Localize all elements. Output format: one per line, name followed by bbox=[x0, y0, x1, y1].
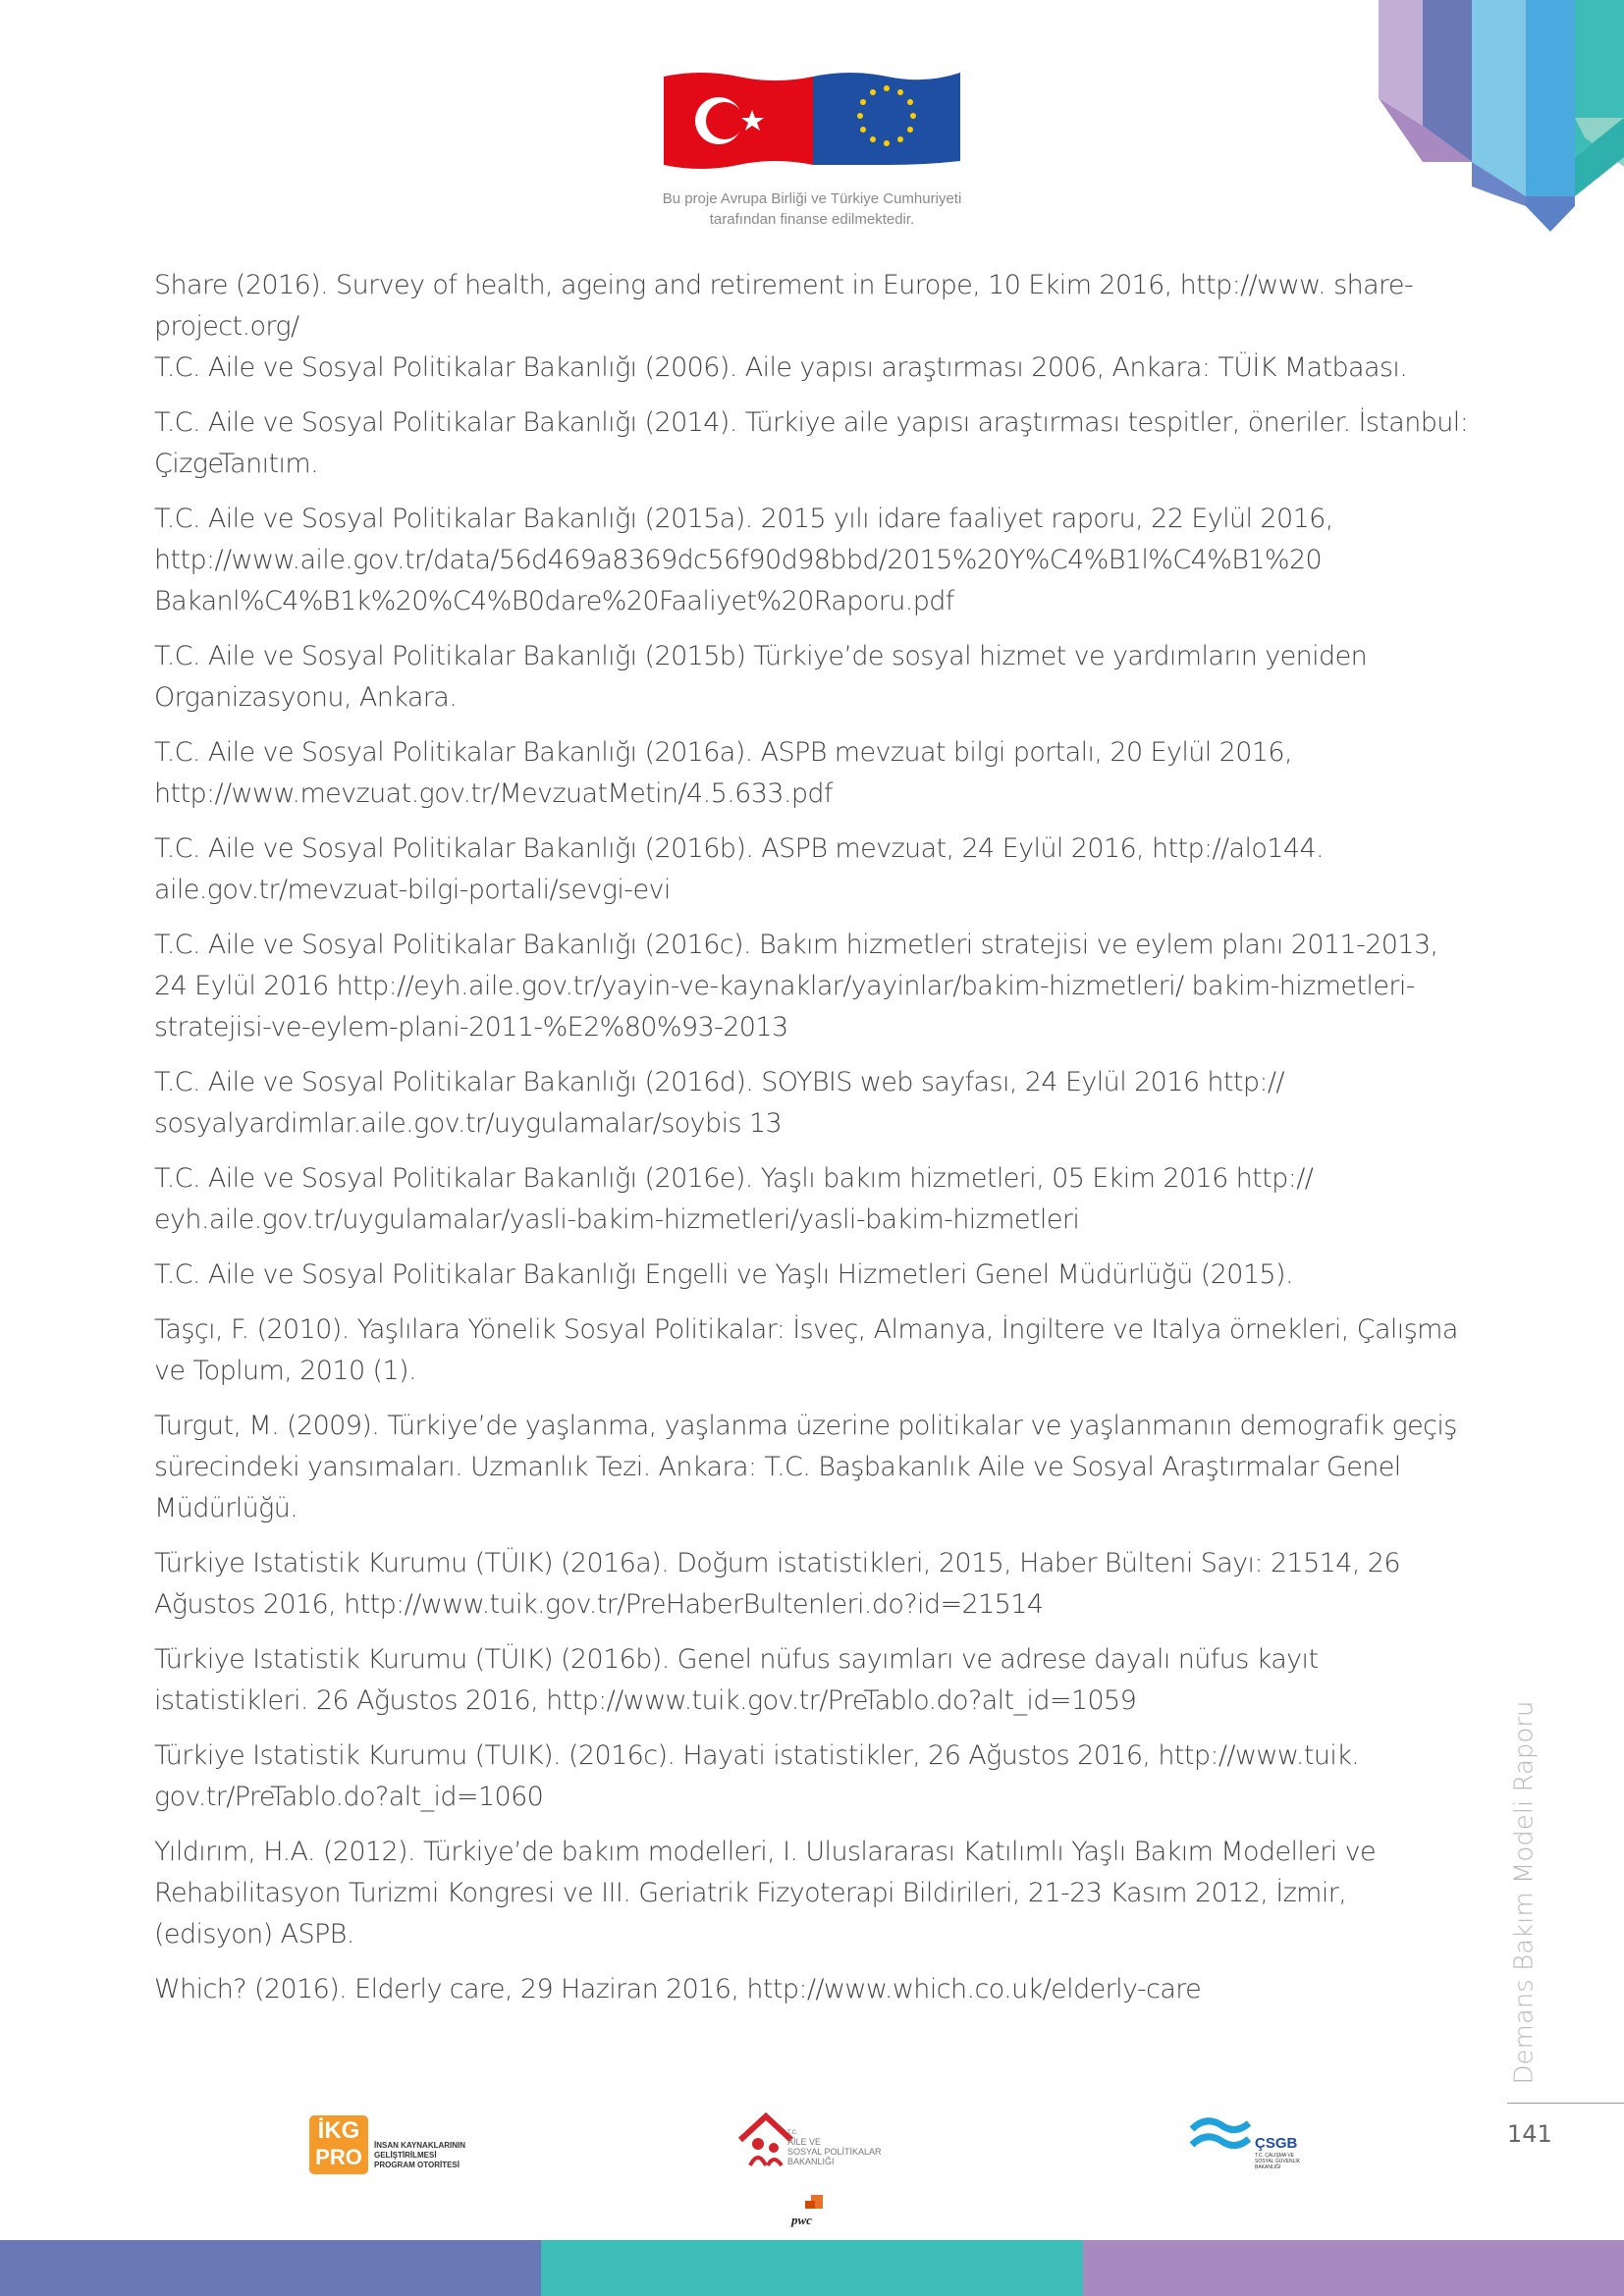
reference-item: Türkiye Istatistik Kurumu (TÜIK) (2016b). Genel nüfus sayımları ve adrese dayalı nüfus kayıt istatistikleri. 26 Ağustos 2016, http://www.tuik.gov.tr/PreTablo.do?alt_id=1059 bbox=[154, 1644, 1319, 1716]
ikg-text bbox=[374, 2141, 465, 2170]
reference-item: Türkiye Istatistik Kurumu (TUIK). (2016c). Hayati istatistikler, 26 Ağustos 2016, http://www.tuik. gov.tr/PreTablo.do?alt_id=1060 bbox=[154, 1740, 1360, 1812]
ikg-text-line2: GELİŞTİRİLMESİ bbox=[374, 2151, 437, 2160]
pwc-logo bbox=[789, 2195, 829, 2230]
ikg-pro-logo bbox=[309, 2115, 476, 2174]
footer-color-bar bbox=[0, 2240, 1624, 2296]
reference-item: T.C. Aile ve Sosyal Politikalar Bakanlığı (2006). Aile yapısı araştırması 2006, Ankara: TÜİK Matbaası. bbox=[154, 352, 1408, 383]
csgb-subtext-line2: SOSYAL GÜVENLİK bbox=[1255, 2159, 1301, 2164]
reference-item: T.C. Aile ve Sosyal Politikalar Bakanlığı (2016e). Yaşlı bakım hizmetleri, 05 Ekim 2016 http:// eyh.aile.gov.tr/uygulamalar/yasli-bakim-hizmetleri/yasli-bakim-hizmetleri bbox=[154, 1163, 1314, 1235]
turkey-eu-flags-logo bbox=[662, 67, 962, 173]
reference-item: T.C. Aile ve Sosyal Politikalar Bakanlığı (2014). Türkiye aile yapısı araştırması tespitler, öneriler. İstanbul: ÇizgeTanıtım. bbox=[154, 407, 1469, 479]
footer-bar-blue bbox=[0, 2240, 541, 2296]
reference-item: T.C. Aile ve Sosyal Politikalar Bakanlığı (2015b) Türkiye’de sosyal hizmet ve yardımların yeniden Organizasyonu, Ankara. bbox=[154, 641, 1368, 713]
aile-house-icon bbox=[736, 2110, 795, 2169]
ikg-badge-line2: PRO bbox=[315, 2145, 362, 2169]
pwc-text: pwc bbox=[791, 2213, 812, 2227]
reference-item: Türkiye Istatistik Kurumu (TÜIK) (2016a). Doğum istatistikleri, 2015, Haber Bülteni Sayı: 21514, 26 Ağustos 2016, http://www.tuik.gov.tr/PreHaberBultenleri.do?id=21514 bbox=[154, 1548, 1400, 1620]
funding-note-line1: Bu proje Avrupa Birliği ve Türkiye Cumhuriyeti bbox=[662, 190, 962, 207]
csgb-subtext-line1: T.C. ÇALIŞMA VE bbox=[1255, 2153, 1295, 2159]
aile-text-line2: SOSYAL POLİTİKALAR bbox=[787, 2147, 882, 2157]
reference-item: T.C. Aile ve Sosyal Politikalar Bakanlığı (2015a). 2015 yılı idare faaliyet raporu, 22 Eylül 2016, http://www.aile.gov.tr/data/56d469a8369dc56f90d98bbd/2015%20Y%C4%B1l%C4%B1%20 Bakanl%C4%B1k%20%C4%B0dare%20Faaliyet%20Raporu.pdf bbox=[154, 504, 1333, 616]
report-title-vertical bbox=[1507, 1700, 1541, 2084]
funding-note bbox=[609, 188, 1015, 230]
aile-text-line1: AİLE VE bbox=[787, 2137, 822, 2147]
reference-item: Taşçı, F. (2010). Yaşlılara Yönelik Sosyal Politikalar: İsveç, Almanya, İngiltere ve Italya örnekleri, Çalışma ve Toplum, 2010 (1). bbox=[154, 1314, 1458, 1386]
footer-bar-teal bbox=[541, 2240, 1082, 2296]
footer-bar-purple bbox=[1083, 2240, 1624, 2296]
ikg-text-line1: İNSAN KAYNAKLARININ bbox=[374, 2141, 466, 2150]
ikg-text-line3: PROGRAM OTORİTESİ bbox=[374, 2161, 460, 2169]
csgb-text: ÇSGB bbox=[1255, 2135, 1298, 2152]
reference-item: Which? (2016). Elderly care, 29 Haziran 2016, http://www.which.co.uk/elderly-care bbox=[154, 1974, 1202, 2004]
reference-item: Share (2016). Survey of health, ageing and retirement in Europe, 10 Ekim 2016, http://www. share-project.org/ bbox=[154, 270, 1414, 342]
aile-text-line3: BAKANLIĞI bbox=[787, 2157, 835, 2166]
reference-item: Turgut, M. (2009). Türkiye’de yaşlanma, yaşlanma üzerine politikalar ve yaşlanmanın demografik geçiş sürecindeki yansımaları. Uzmanlık Tezi. Ankara: T.C. Başbakanlık Aile ve Sosyal Araştırmalar Genel Müdürlüğü. bbox=[154, 1411, 1457, 1523]
side-divider bbox=[1507, 2103, 1624, 2104]
reference-item: T.C. Aile ve Sosyal Politikalar Bakanlığı (2016a). ASPB mevzuat bilgi portalı, 20 Eylül 2016, http://www.mevzuat.gov.tr/MevzuatMetin/4.5.633.pdf bbox=[154, 737, 1292, 809]
reference-list bbox=[154, 265, 1470, 2024]
page-number: 141 bbox=[1507, 2120, 1552, 2148]
ikg-badge bbox=[309, 2115, 368, 2174]
reference-item: T.C. Aile ve Sosyal Politikalar Bakanlığı Engelli ve Yaşlı Hizmetleri Genel Müdürlüğü (2015). bbox=[154, 1259, 1293, 1290]
csgb-logo bbox=[1188, 2115, 1326, 2174]
pwc-mark-accent bbox=[805, 2201, 815, 2209]
aile-text bbox=[787, 2130, 882, 2166]
aile-text-tc: T.C. bbox=[787, 2130, 798, 2136]
reference-item: T.C. Aile ve Sosyal Politikalar Bakanlığı (2016c). Bakım hizmetleri stratejisi ve eylem planı 2011-2013, 24 Eylül 2016 http://eyh.aile.gov.tr/yayin-ve-kaynaklar/yayinlar/bakim-hizmetleri/ bakim-hizmetleri-stratejisi-ve-eylem-plani-2011-%E2%80%93-2013 bbox=[154, 930, 1438, 1042]
report-title: Demans Bakım Modeli Raporu bbox=[1509, 1700, 1540, 2084]
csgb-subtext bbox=[1255, 2153, 1300, 2170]
corner-decoration bbox=[1379, 0, 1624, 236]
reference-item: T.C. Aile ve Sosyal Politikalar Bakanlığı (2016b). ASPB mevzuat, 24 Eylül 2016, http://alo144. aile.gov.tr/mevzuat-bilgi-portali/sevgi-evi bbox=[154, 833, 1325, 905]
ikg-badge-line1: İKG bbox=[317, 2117, 360, 2144]
aile-sosyal-logo bbox=[736, 2110, 893, 2179]
csgb-subtext-line3: BAKANLIĞI bbox=[1255, 2164, 1281, 2170]
reference-item: T.C. Aile ve Sosyal Politikalar Bakanlığı (2016d). SOYBIS web sayfası, 24 Eylül 2016 http:// sosyalyardimlar.aile.gov.tr/uygulamalar/soybis 13 bbox=[154, 1067, 1284, 1139]
csgb-wave-icon bbox=[1188, 2115, 1257, 2159]
funding-note-line2: tarafından finanse edilmektedir. bbox=[709, 211, 915, 228]
reference-item: Yıldırım, H.A. (2012). Türkiye’de bakım modelleri, I. Uluslararası Katılımlı Yaşlı Bakım Modelleri ve Rehabilitasyon Turizmi Kongresi ve III. Geriatrik Fizyoterapi Bildirileri, 21-23 Kasım 2012, İzmir, (edisyon) ASPB. bbox=[154, 1837, 1377, 1949]
